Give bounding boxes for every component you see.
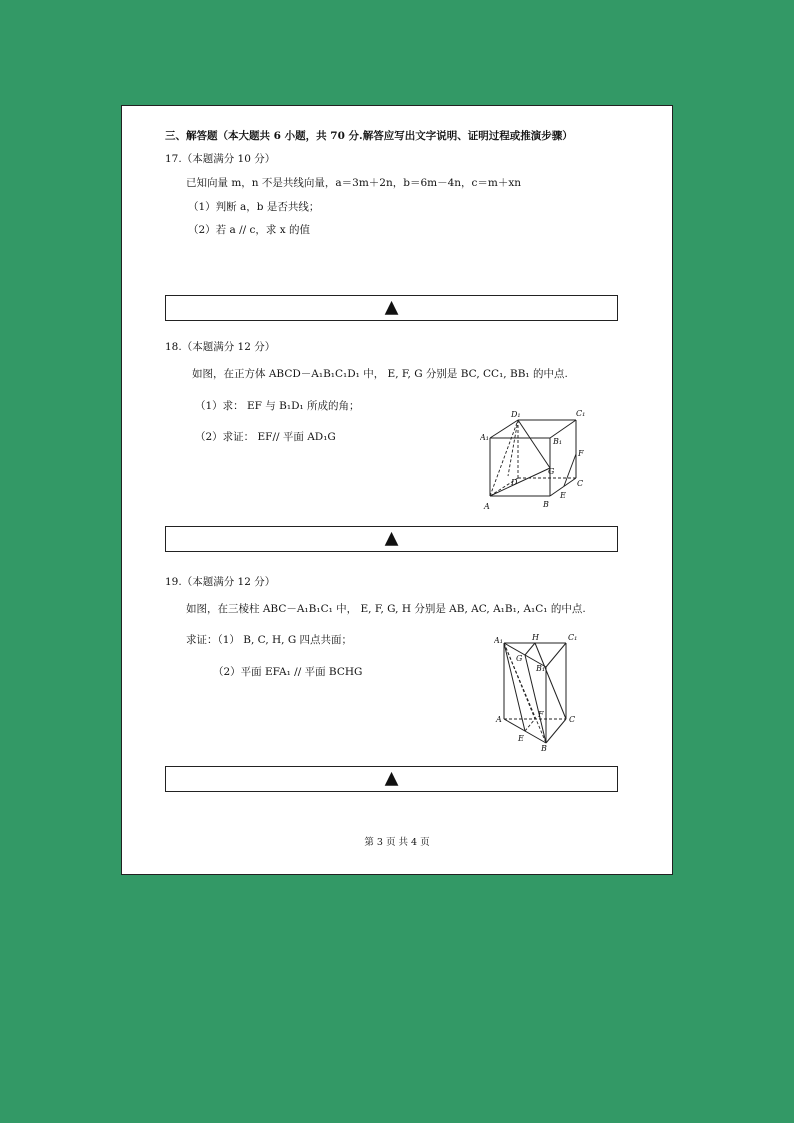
answer-triangle-icon: ▲	[384, 296, 399, 318]
exam-page	[121, 105, 673, 875]
prism-label: G	[516, 654, 523, 663]
cube-label: C₁	[576, 409, 585, 418]
q18-stem: 如图，在正方体 ABCD－A₁B₁C₁D₁ 中， E, F, G 分别是 BC, CC₁, BB₁ 的中点.	[192, 368, 568, 380]
prism-label: C	[569, 715, 576, 724]
prism-label: A	[496, 715, 502, 724]
prism-figure	[494, 631, 584, 751]
q19-part2: （2）平面 EFA₁ // 平面 BCHG	[213, 666, 363, 678]
prism-label: H	[532, 633, 539, 642]
cube-label: F	[578, 449, 584, 458]
cube-label: B₁	[553, 437, 563, 446]
prism-label: C₁	[568, 633, 578, 642]
page-footer: 第 3 页 共 4 页	[364, 837, 430, 848]
cube-label: C	[577, 479, 584, 488]
cube-label: B	[543, 500, 549, 509]
answer-triangle-icon: ▲	[384, 767, 399, 789]
q17-stem: 已知向量 m，n 不是共线向量，a＝3m＋2n，b＝6m－4n，c＝m＋xn	[186, 177, 522, 189]
q17-part2: （2）若 a // c，求 x 的值	[188, 224, 311, 236]
cube-label: A	[484, 502, 490, 511]
q18-answer-box[interactable]	[165, 526, 618, 552]
q17-part1: （1）判断 a，b 是否共线；	[188, 201, 320, 213]
cube-label: D	[511, 478, 518, 487]
prism-label: B	[541, 744, 547, 751]
q17-number: 17.（本题满分 10 分）	[165, 153, 276, 165]
q17-answer-box[interactable]	[165, 295, 618, 321]
q19-answer-box[interactable]	[165, 766, 618, 792]
q19-part1: 求证：（1） B, C, H, G 四点共面；	[186, 634, 353, 646]
cube-label: G	[548, 467, 555, 476]
prism-label: E	[518, 734, 524, 743]
cube-label: A₁	[480, 433, 489, 442]
q19-number: 19.（本题满分 12 分）	[165, 576, 276, 588]
q18-part2: （2）求证： EF// 平面 AD₁G	[195, 431, 336, 443]
section-heading: 三、解答题（本大题共 6 小题，共 70 分.解答应写出文字说明、证明过程或推演步骤）	[165, 130, 573, 142]
prism-label: B₁	[536, 664, 546, 673]
cube-label: E	[560, 491, 566, 500]
answer-triangle-icon: ▲	[384, 527, 399, 549]
prism-label: F	[538, 710, 544, 719]
cube-figure	[480, 406, 585, 511]
q19-stem: 如图，在三棱柱 ABC－A₁B₁C₁ 中， E, F, G, H 分别是 AB, AC, A₁B₁, A₁C₁ 的中点.	[186, 603, 586, 615]
prism-label: A₁	[494, 636, 503, 645]
q18-part1: （1）求： EF 与 B₁D₁ 所成的角；	[195, 400, 360, 412]
cube-label: D₁	[511, 410, 521, 419]
q18-number: 18.（本题满分 12 分）	[165, 341, 276, 353]
